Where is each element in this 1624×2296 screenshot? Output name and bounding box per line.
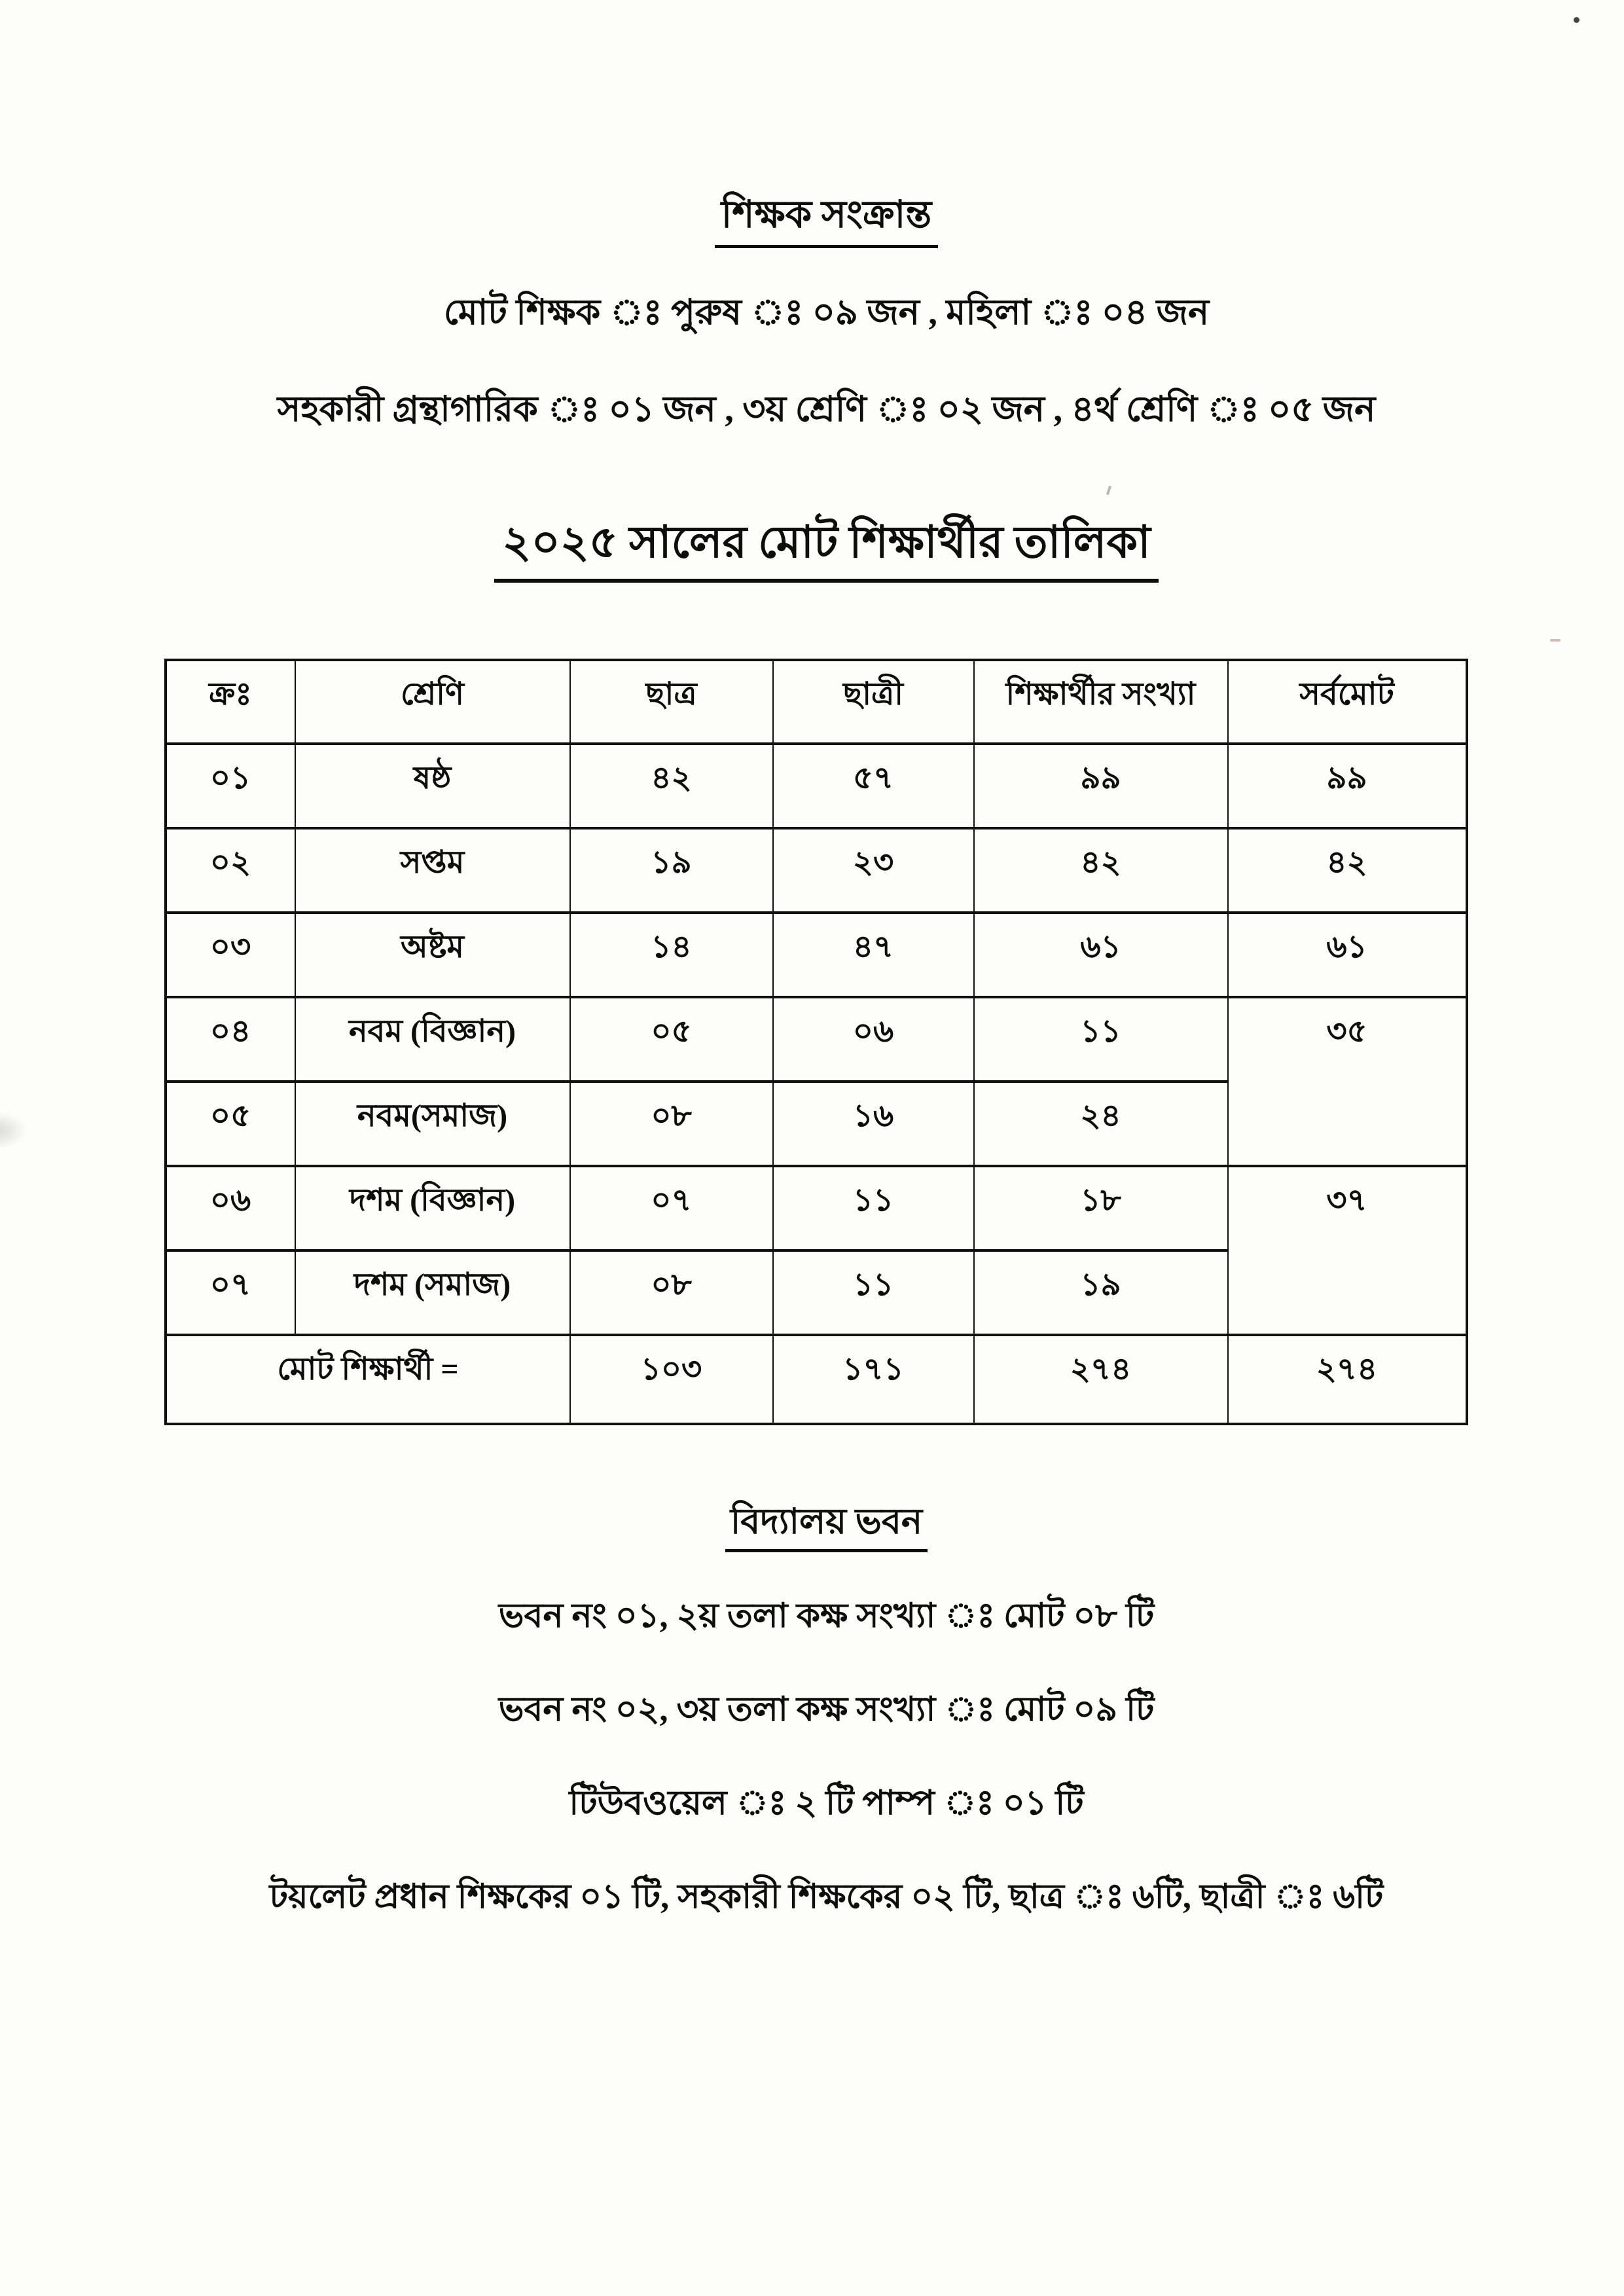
cell-girls: ১১ — [773, 1166, 974, 1250]
cell-total-girls: ১৭১ — [773, 1335, 974, 1424]
student-table-body — [166, 744, 1467, 1424]
cell-total-class9-merged: ৩৫ — [1228, 997, 1467, 1166]
toilet-line: টয়লেট প্রধান শিক্ষকের ০১ টি, সহকারী শিক্ষকের ০২ টি, ছাত্র ঃ ৬টি, ছাত্রী ঃ ৬টি — [269, 1878, 1384, 1916]
cell-students: ১৮ — [974, 1166, 1228, 1250]
col-header-serial: ক্রঃ — [166, 660, 295, 744]
cell-students: ৯৯ — [974, 744, 1228, 828]
cell-class: দশম (বিজ্ঞান) — [295, 1166, 570, 1250]
cell-total-class10-merged: ৩৭ — [1228, 1166, 1467, 1335]
cell-serial: ০৬ — [166, 1166, 295, 1250]
cell-grand-total: ২৭৪ — [1228, 1335, 1467, 1424]
header-row — [166, 660, 1467, 744]
cell-girls: ৫৭ — [773, 744, 974, 828]
cell-total: ৬১ — [1228, 913, 1467, 997]
student-list-title — [14, 441, 1624, 583]
cell-students: ১৯ — [974, 1250, 1228, 1335]
cell-total: ৯৯ — [1228, 744, 1467, 828]
cell-serial: ০২ — [166, 828, 295, 913]
cell-total-students: ২৭৪ — [974, 1335, 1228, 1424]
support-staff-line: সহকারী গ্রন্থাগারিক ঃ ০১ জন , ৩য় শ্রেণি ঃ ০২ জন , ৪র্থ শ্রেণি ঃ ০৫ জন — [277, 389, 1376, 429]
cell-girls: ১৬ — [773, 1082, 974, 1166]
building-line-2: ভবন নং ০২, ৩য় তলা কক্ষ সংখ্যা ঃ মোট ০৯ টি — [498, 1690, 1155, 1728]
cell-total: ৪২ — [1228, 828, 1467, 913]
cell-boys: ০৭ — [570, 1166, 773, 1250]
building-info-section — [14, 1425, 1624, 1927]
cell-students: ১১ — [974, 997, 1228, 1082]
table-row-class10-science — [166, 1166, 1467, 1250]
cell-serial: ০১ — [166, 744, 295, 828]
student-table — [164, 659, 1468, 1425]
table-row-class9-science — [166, 997, 1467, 1082]
teacher-info-section — [14, 0, 1624, 441]
cell-class: ষষ্ঠ — [295, 744, 570, 828]
col-header-students: শিক্ষার্থীর সংখ্যা — [974, 660, 1228, 744]
cell-class: দশম (সমাজ) — [295, 1250, 570, 1335]
cell-class: নবম(সমাজ) — [295, 1082, 570, 1166]
cell-class: নবম (বিজ্ঞান) — [295, 997, 570, 1082]
table-row-grand-total — [166, 1335, 1467, 1424]
cell-total-label: মোট শিক্ষার্থী = — [166, 1335, 570, 1424]
cell-serial: ০৪ — [166, 997, 295, 1082]
cell-boys: ১৪ — [570, 913, 773, 997]
table-row-class7 — [166, 828, 1467, 913]
tubewell-pump-line: টিউবওয়েল ঃ ২ টি পাম্প ঃ ০১ টি — [569, 1784, 1084, 1822]
col-header-total: সর্বমোট — [1228, 660, 1467, 744]
building-line-1: ভবন নং ০১, ২য় তলা কক্ষ সংখ্যা ঃ মোট ০৮ টি — [498, 1597, 1155, 1635]
cell-serial: ০৭ — [166, 1250, 295, 1335]
cell-girls: ২৩ — [773, 828, 974, 913]
table-row-class6 — [166, 744, 1467, 828]
cell-girls: ১১ — [773, 1250, 974, 1335]
teacher-section-heading-text: শিক্ষক সংক্রান্ত — [715, 194, 939, 248]
col-header-class: শ্রেণি — [295, 660, 570, 744]
cell-students: ৪২ — [974, 828, 1228, 913]
building-section-heading — [14, 1425, 1624, 1552]
cell-boys: ০৫ — [570, 997, 773, 1082]
teacher-section-heading — [14, 0, 1624, 248]
cell-class: অষ্টম — [295, 913, 570, 997]
total-teachers-line: মোট শিক্ষক ঃ পুরুষ ঃ ০৯ জন , মহিলা ঃ ০৪ জন — [443, 292, 1210, 332]
student-list-title-text: ২০২৫ সালের মোট শিক্ষার্থীর তালিকা — [494, 518, 1158, 583]
cell-girls: ৪৭ — [773, 913, 974, 997]
cell-boys: ০৮ — [570, 1082, 773, 1166]
student-table-head — [166, 660, 1467, 744]
col-header-girls: ছাত্রী — [773, 660, 974, 744]
cell-boys: ০৮ — [570, 1250, 773, 1335]
building-section-heading-text: বিদ্যালয় ভবন — [725, 1503, 928, 1552]
cell-students: ৬১ — [974, 913, 1228, 997]
table-row-class8 — [166, 913, 1467, 997]
cell-total-boys: ১০৩ — [570, 1335, 773, 1424]
col-header-boys: ছাত্র — [570, 660, 773, 744]
cell-boys: ১৯ — [570, 828, 773, 913]
cell-serial: ০৫ — [166, 1082, 295, 1166]
cell-students: ২৪ — [974, 1082, 1228, 1166]
cell-boys: ৪২ — [570, 744, 773, 828]
cell-serial: ০৩ — [166, 913, 295, 997]
cell-class: সপ্তম — [295, 828, 570, 913]
cell-girls: ০৬ — [773, 997, 974, 1082]
document-content — [14, 0, 1624, 1927]
